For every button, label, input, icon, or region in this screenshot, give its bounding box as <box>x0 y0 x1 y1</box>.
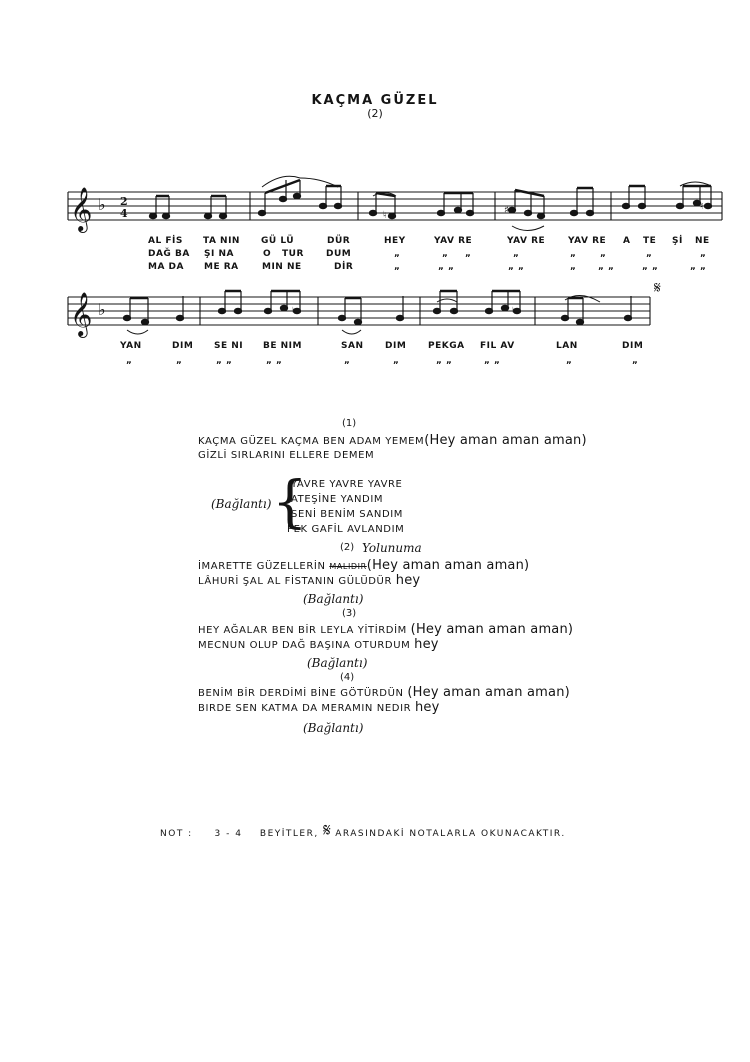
lyric-s2-l1-6: DIM <box>385 341 407 351</box>
refrain-label: (Bağlantı) <box>211 497 272 511</box>
lyric-s2-l1-1: YAN <box>120 341 142 351</box>
lyric-s1-l1-2: TA NIN <box>203 236 240 246</box>
lyric-s1-l1-11: Şİ <box>672 236 683 246</box>
verse-1-number: (1) <box>342 418 357 429</box>
svg-text:♮: ♮ <box>292 306 296 317</box>
verse-4-line-1 <box>198 685 570 700</box>
lyric-s1-l3-8: „ <box>570 262 577 272</box>
verse-3-line-2 <box>198 637 439 652</box>
lyric-s1-l3-5: „ <box>394 262 401 272</box>
lyric-s1-l3-11: „ „ <box>690 262 707 272</box>
verse-1-line-2: GİZLİ SIRLARINI ELLERE DEMEM <box>198 450 375 461</box>
verse-3-line-1-text: HEY AĞALAR BEN BİR LEYLA YİTİRDİM <box>198 625 407 636</box>
lyric-s1-l1-12: NE <box>695 236 710 246</box>
footer-note <box>160 820 566 841</box>
svg-text:2: 2 <box>120 195 128 208</box>
lyric-s1-l2-2: ŞI NA <box>204 249 234 259</box>
lyric-s1-l2-12: „ <box>646 249 653 259</box>
verse-2-line-2-text: LÂHURİ ŞAL AL FİSTANIN GÜLÜDÜR <box>198 576 393 587</box>
refrain-brace: { <box>272 470 308 535</box>
verse-3-line-1-tail: (Hey aman aman aman) <box>410 622 574 637</box>
verse-3-line-2-text: MECNUN OLUP DAĞ BAŞINA OTURDUM <box>198 640 411 651</box>
lyric-s2-l1-5: SAN <box>341 341 364 351</box>
verse-3-line-1 <box>198 622 573 637</box>
svg-text:𝄋: 𝄋 <box>654 278 661 297</box>
lyric-s1-l1-8: YAV RE <box>568 236 607 246</box>
lyric-s1-l2-3: O <box>263 249 272 259</box>
verse-1-line-1-text: KAÇMA GÜZEL KAÇMA BEN ADAM YEMEM <box>198 436 425 447</box>
lyric-s1-l3-7: „ „ <box>508 262 525 272</box>
svg-text:♮: ♮ <box>512 306 516 317</box>
svg-text:𝄞: 𝄞 <box>70 292 93 336</box>
lyric-s1-l2-5: DUM <box>326 249 352 259</box>
verse-2-number: (2) <box>340 542 355 553</box>
verse-1-line-1 <box>198 433 587 448</box>
lyric-s1-l2-4: TUR <box>282 249 304 259</box>
verse-4-baglanti: (Bağlantı) <box>303 721 364 735</box>
lyric-s1-l1-3: GÜ LÜ <box>261 236 295 246</box>
lyric-s1-l1-9: A <box>623 236 631 246</box>
lyric-s2-l1-9: LAN <box>556 341 578 351</box>
footer-prefix: NOT : <box>160 829 193 839</box>
lyric-s1-l1-5: HEY <box>384 236 406 246</box>
lyric-s2-l2-3: „ „ <box>216 356 233 366</box>
lyric-s2-l2-9: „ <box>566 356 573 366</box>
lyric-s1-l1-1: AL FİS <box>148 236 183 246</box>
verse-3-baglanti: (Bağlantı) <box>307 656 368 670</box>
lyric-s1-l1-10: TE <box>643 236 657 246</box>
footer-numbers: 3 - 4 <box>214 829 243 839</box>
verse-4-line-1-tail: (Hey aman aman aman) <box>407 685 570 700</box>
lyric-s1-l3-2: ME RA <box>204 262 239 272</box>
verse-2-line-1-text: İMARETTE GÜZELLERİN <box>198 561 326 572</box>
verse-2-line-2-tail: hey <box>395 573 421 588</box>
svg-text:𝄞: 𝄞 <box>70 187 93 231</box>
lyric-s2-l2-6: „ <box>393 356 400 366</box>
svg-text:♯: ♯ <box>504 205 509 216</box>
lyric-s1-l3-1: MA DA <box>148 262 184 272</box>
lyric-s2-l2-2: „ <box>176 356 183 366</box>
verse-4-line-2 <box>198 700 440 715</box>
verse-1-line-1-tail: (Hey aman aman aman) <box>424 433 587 448</box>
lyric-s2-l2-10: „ <box>632 356 639 366</box>
lyric-s2-l1-8: FIL AV <box>480 341 515 351</box>
lyric-s1-l2-11: „ <box>600 249 607 259</box>
lyric-s1-l3-6: „ „ <box>438 262 455 272</box>
lyric-s1-l3-3: MIN NE <box>262 262 302 272</box>
lyric-s1-l1-7: YAV RE <box>507 236 546 246</box>
lyric-s1-l2-10: „ <box>570 249 577 259</box>
verse-2-baglanti: (Bağlantı) <box>303 592 364 606</box>
lyric-s1-l2-6: „ <box>394 249 401 259</box>
lyric-s1-l1-6: YAV RE <box>434 236 473 246</box>
lyric-s1-l3-4: DİR <box>334 262 354 272</box>
svg-text:♭: ♭ <box>98 195 106 214</box>
lyric-s2-l1-7: PEKGA <box>428 341 465 351</box>
verse-2-line-2 <box>198 573 420 588</box>
lyric-s1-l1-4: DÜR <box>327 236 351 246</box>
refrain-line-1: YAVRE YAVRE YAVRE <box>291 479 403 490</box>
segno-icon: 𝄋 <box>323 820 331 841</box>
verse-3-line-2-tail: hey <box>414 637 439 652</box>
lyric-s1-l2-1: DAĞ BA <box>148 249 190 259</box>
lyric-s1-l2-8: „ <box>465 249 472 259</box>
verse-2-handwritten-note: Yolunuma <box>362 541 422 555</box>
lyric-s2-l1-2: DIM <box>172 341 194 351</box>
lyric-s2-l1-10: DIM <box>622 341 644 351</box>
song-title: KAÇMA GÜZEL <box>311 93 439 108</box>
verse-2-line-1-tail: (Hey aman aman aman) <box>366 558 530 573</box>
verse-4-line-1-text: BENİM BİR DERDİMİ BİNE GÖTÜRDÜN <box>198 688 404 699</box>
svg-text:♮: ♮ <box>383 210 387 221</box>
lyric-s1-l2-7: „ <box>442 249 449 259</box>
lyric-s2-l2-1: „ <box>126 356 133 366</box>
verse-4-number: (4) <box>340 672 355 683</box>
lyric-s2-l2-4: „ „ <box>266 356 283 366</box>
lyric-s2-l2-7: „ „ <box>436 356 453 366</box>
refrain-line-2: ATEŞİNE YANDIM <box>291 494 384 505</box>
refrain-line-3: SENİ BENİM SANDIM <box>291 509 404 520</box>
svg-text:4: 4 <box>120 207 128 220</box>
verse-2-line-1 <box>198 558 529 573</box>
music-staff-1 <box>0 0 750 400</box>
footer-word1: BEYİTLER, <box>259 829 319 839</box>
svg-text:♮: ♮ <box>700 201 704 212</box>
verse-2-struck-word: MALIDIR <box>329 562 367 571</box>
svg-text:♭: ♭ <box>98 300 106 319</box>
lyric-s1-l3-9: „ „ <box>598 262 615 272</box>
lyric-s1-l2-13: „ <box>700 249 707 259</box>
footer-text: ARASINDAKİ NOTALARLA OKUNACAKTIR. <box>335 829 566 839</box>
refrain-line-4: PEK GAFİL AVLANDIM <box>287 524 405 535</box>
verse-4-line-2-text: BIRDE SEN KATMA DA MERAMIN NEDIR <box>198 703 412 714</box>
verse-3-number: (3) <box>342 608 357 619</box>
lyric-s2-l2-5: „ <box>344 356 351 366</box>
lyric-s1-l3-10: „ „ <box>642 262 659 272</box>
lyric-s2-l1-4: BE NIM <box>263 341 302 351</box>
lyric-s2-l1-3: SE NI <box>214 341 244 351</box>
lyric-s2-l2-8: „ „ <box>484 356 501 366</box>
song-number: (2) <box>367 107 383 120</box>
lyric-s1-l2-9: „ <box>513 249 520 259</box>
verse-4-line-2-tail: hey <box>414 700 440 715</box>
